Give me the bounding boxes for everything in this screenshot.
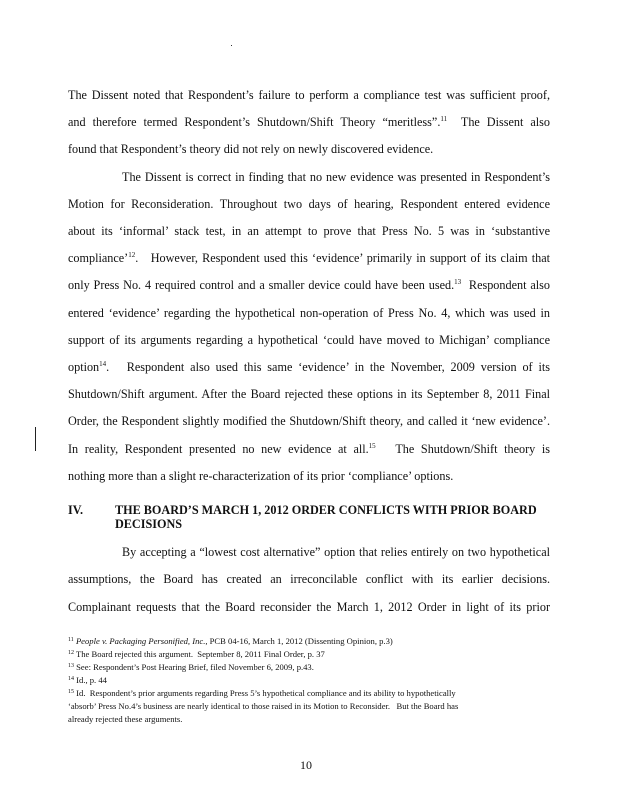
text-line [68,600,550,614]
line-text: Motion for Reconsideration. Throughout two days of hearing, Respondent entered evidence [68,197,550,211]
footnote-text: ‘absorb’ Press No.4’s business are nearly identical to those raised in its Motion to Reconsider. But the Board has [68,701,459,711]
line-text: Order, the Respondent slightly modified the Shutdown/Shift theory, and called it ‘new evidence’. [68,414,550,428]
line-text-cont: Respondent also [461,278,550,292]
page-number: 10 [300,758,312,772]
line-text: only Press No. 4 required control and a smaller device could have been used. [68,278,455,292]
text-line [68,414,550,428]
text-line [68,197,550,211]
text-line [68,360,550,374]
line-text: Complainant requests that the Board reconsider the March 1, 2012 Order in light of its prior [68,599,550,614]
line-text: In reality, Respondent presented no new evidence at all. [68,442,369,456]
text-line [68,469,550,483]
line-text: By accepting a “lowest cost alternative” option that relies entirely on two hypothetical [122,545,550,559]
footnote-ref: 15 [368,442,376,450]
footnote-number: 13 [68,663,74,669]
footnote-text: See: Respondent’s Post Hearing Brief, filed November 6, 2009, p.43. [76,662,314,672]
footnote-text: Id. Respondent’s prior arguments regarding Press 5’s hypothetical compliance and its ability to hypothetically [76,688,456,698]
footnote-ref: 14 [99,360,107,368]
line-text: option [68,360,100,374]
line-text: Shutdown/Shift argument. After the Board rejected these options in its September 8, 2011 Final [68,387,550,401]
line-text: and therefore termed Respondent’s Shutdown/Shift Theory “meritless”. [68,115,441,129]
footnote-text: The Board rejected this argument. September 8, 2011 Final Order, p. 37 [76,649,325,659]
section-number: IV. [68,503,84,517]
footnote-ref: 13 [454,278,462,286]
text-line [68,278,550,292]
text-line [68,306,550,320]
footnote [68,649,550,659]
line-text: The Dissent noted that Respondent’s failure to perform a compliance test was sufficient proof, [68,88,550,102]
line-text: The Dissent is correct in finding that no new evidence was presented in Respondent’s [122,170,550,184]
line-text: about its ‘informal’ stack test, in an attempt to prove that Press No. 5 was in ‘substantive [68,224,550,238]
line-text-cont: . Respondent also used this same ‘evidence’ in the November, 2009 version of its [106,360,550,374]
footnote-ref: 12 [128,251,136,259]
line-text: compliance’ [68,251,129,265]
revision-bar [35,427,36,451]
line-text: nothing more than a slight re-characterization of its prior ‘compliance’ options. [68,469,454,483]
footnote-text: already rejected these arguments. [68,714,183,724]
footnote-number: 11 [68,637,74,643]
line-text-cont: . However, Respondent used this ‘evidence’ primarily in support of its claim that [135,251,550,265]
scan-speck [231,45,232,46]
text-line [68,442,550,456]
line-text: found that Respondent’s theory did not rely on newly discovered evidence. [68,142,434,156]
footnote-number: 15 [68,689,74,695]
footnote [68,714,550,724]
text-line [68,251,550,265]
footnote-ref: 11 [440,115,448,123]
case-citation: People v. Packaging Personified, Inc. [75,636,206,646]
footnote-text: Id., p. 44 [76,675,107,685]
footnote [68,701,550,711]
section-title: THE BOARD’S MARCH 1, 2012 ORDER CONFLICTS WITH PRIOR BOARD DECISIONS [115,503,537,531]
footnote-number: 12 [68,650,74,656]
footnote-number: 14 [68,676,74,682]
text-line [68,170,550,184]
footnote [68,688,550,698]
footnote [68,636,550,646]
line-text: entered ‘evidence’ regarding the hypothetical non-operation of Press No. 4, which was used in [68,306,550,320]
text-line [68,224,550,238]
text-line [68,545,550,559]
text-line [68,142,550,156]
text-line [68,88,550,102]
text-line [68,572,550,586]
line-text: support of its arguments regarding a hypothetical ‘could have moved to Michigan’ compliance [68,333,550,347]
footnote [68,675,550,685]
line-text-cont: The Shutdown/Shift theory is [375,442,550,456]
footnote-text: , PCB 04-16, March 1, 2012 (Dissenting Opinion, p.3) [205,636,393,646]
text-line [68,387,550,401]
text-line [68,333,550,347]
text-line [68,115,550,129]
footnote [68,662,550,672]
line-text-cont: The Dissent also [447,115,550,129]
line-text: assumptions, the Board has created an irreconcilable conflict with its earlier decisions. [68,572,550,587]
